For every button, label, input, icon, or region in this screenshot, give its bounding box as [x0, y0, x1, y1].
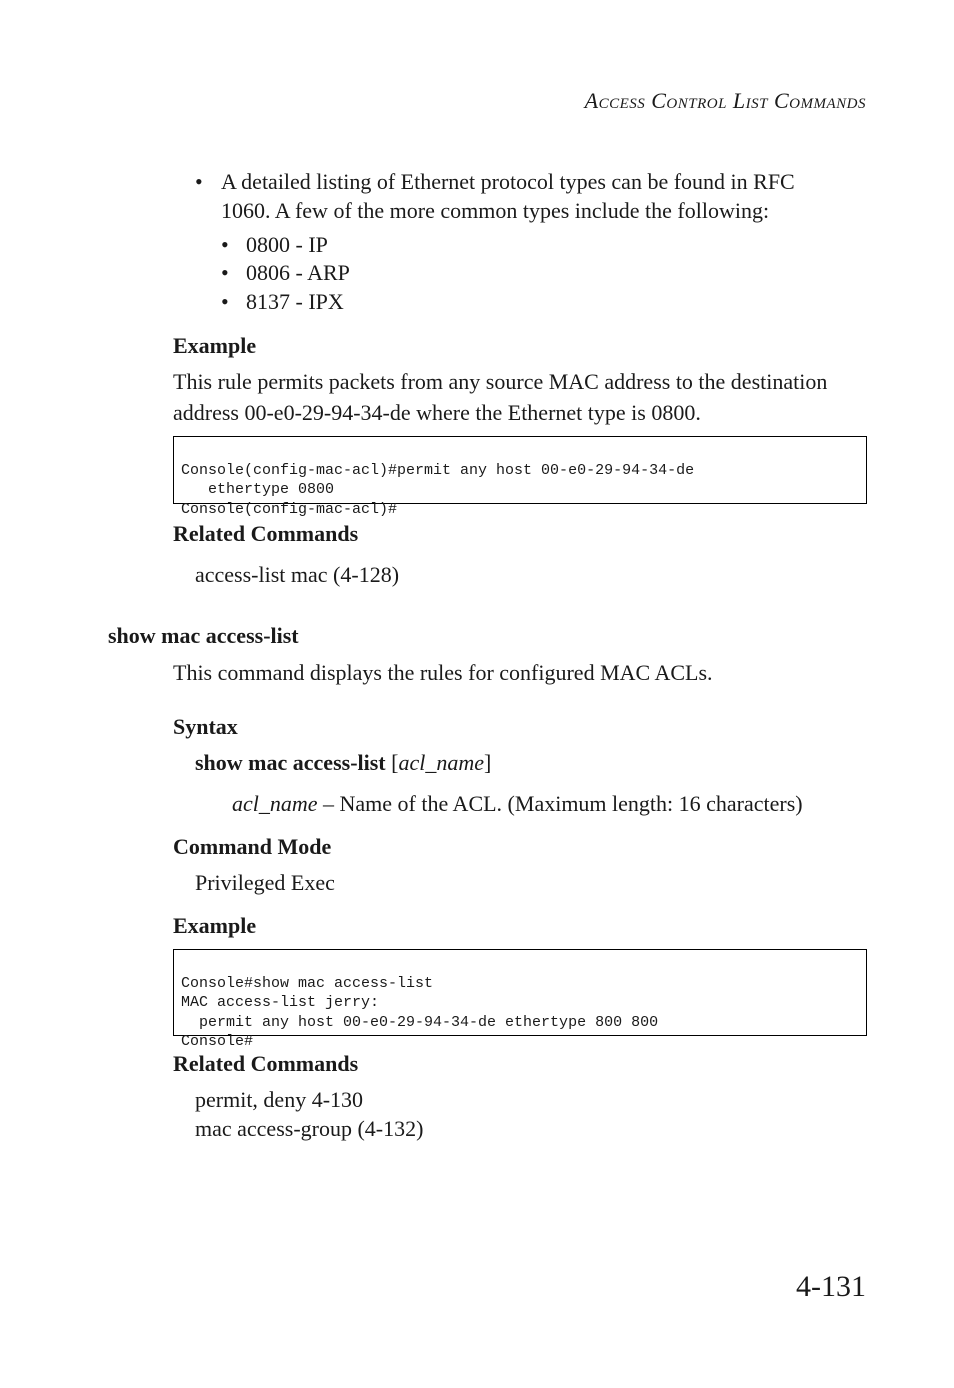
param-description-line [232, 789, 803, 819]
example-description-line-2: address 00-e0-29-94-34-de where the Ethernet type is 0800. [173, 400, 701, 425]
bullet-symbol: • [195, 169, 203, 194]
example-description-line-1: This rule permits packets from any source MAC address to the destination [173, 369, 828, 394]
related-commands-heading: Related Commands [173, 1051, 359, 1076]
syntax-heading: Syntax [173, 714, 238, 739]
page-number: 4-131 [796, 1270, 866, 1303]
related-command-item: mac access-group (4-132) [195, 1116, 424, 1141]
section-title: show mac access-list [108, 623, 299, 648]
code-line: Console# [181, 1033, 254, 1050]
code-example-box [173, 436, 867, 518]
intro-bullet-line-1: A detailed listing of Ethernet protocol types can be found in RFC [221, 169, 795, 194]
running-header: Access Control List Commands [584, 88, 866, 113]
param-description: – Name of the ACL. (Maximum length: 16 characters) [317, 791, 803, 816]
param-name: acl_name [232, 791, 318, 816]
syntax-param: acl_name [398, 750, 484, 775]
code-line: Console(config-mac-acl)# [181, 500, 398, 518]
example-heading: Example [173, 913, 257, 938]
code-line: permit any host 00-e0-29-94-34-de ethertype 800 800 [181, 1013, 659, 1031]
related-command-item: access-list mac (4-128) [195, 562, 400, 587]
syntax-close-bracket: ] [484, 750, 492, 775]
syntax-line [195, 748, 491, 778]
command-mode-value: Privileged Exec [195, 870, 335, 895]
syntax-open-bracket: [ [385, 750, 399, 775]
code-line: MAC access-list jerry: [181, 994, 380, 1011]
syntax-command: show mac access-list [195, 750, 386, 775]
code-line: ethertype 0800 [181, 481, 335, 498]
code-line: Console(config-mac-acl)#permit any host 00-e0-29-94-34-de [181, 461, 695, 479]
section-description: This command displays the rules for configured MAC ACLs. [173, 660, 713, 685]
example-heading: Example [173, 333, 257, 358]
related-commands-heading: Related Commands [173, 521, 359, 546]
sub-bullet-symbol: • [221, 232, 229, 257]
sub-bullet-item: 0806 - ARP [246, 260, 350, 285]
sub-bullet-item: 0800 - IP [246, 232, 328, 257]
related-command-item: permit, deny 4-130 [195, 1087, 364, 1112]
code-line: Console#show mac access-list [181, 974, 434, 992]
sub-bullet-symbol: • [221, 260, 229, 285]
code-example-box [173, 949, 867, 1050]
command-mode-heading: Command Mode [173, 834, 332, 859]
sub-bullet-symbol: • [221, 289, 229, 314]
intro-bullet-line-2: 1060. A few of the more common types include the following: [221, 198, 770, 223]
sub-bullet-item: 8137 - IPX [246, 289, 344, 314]
